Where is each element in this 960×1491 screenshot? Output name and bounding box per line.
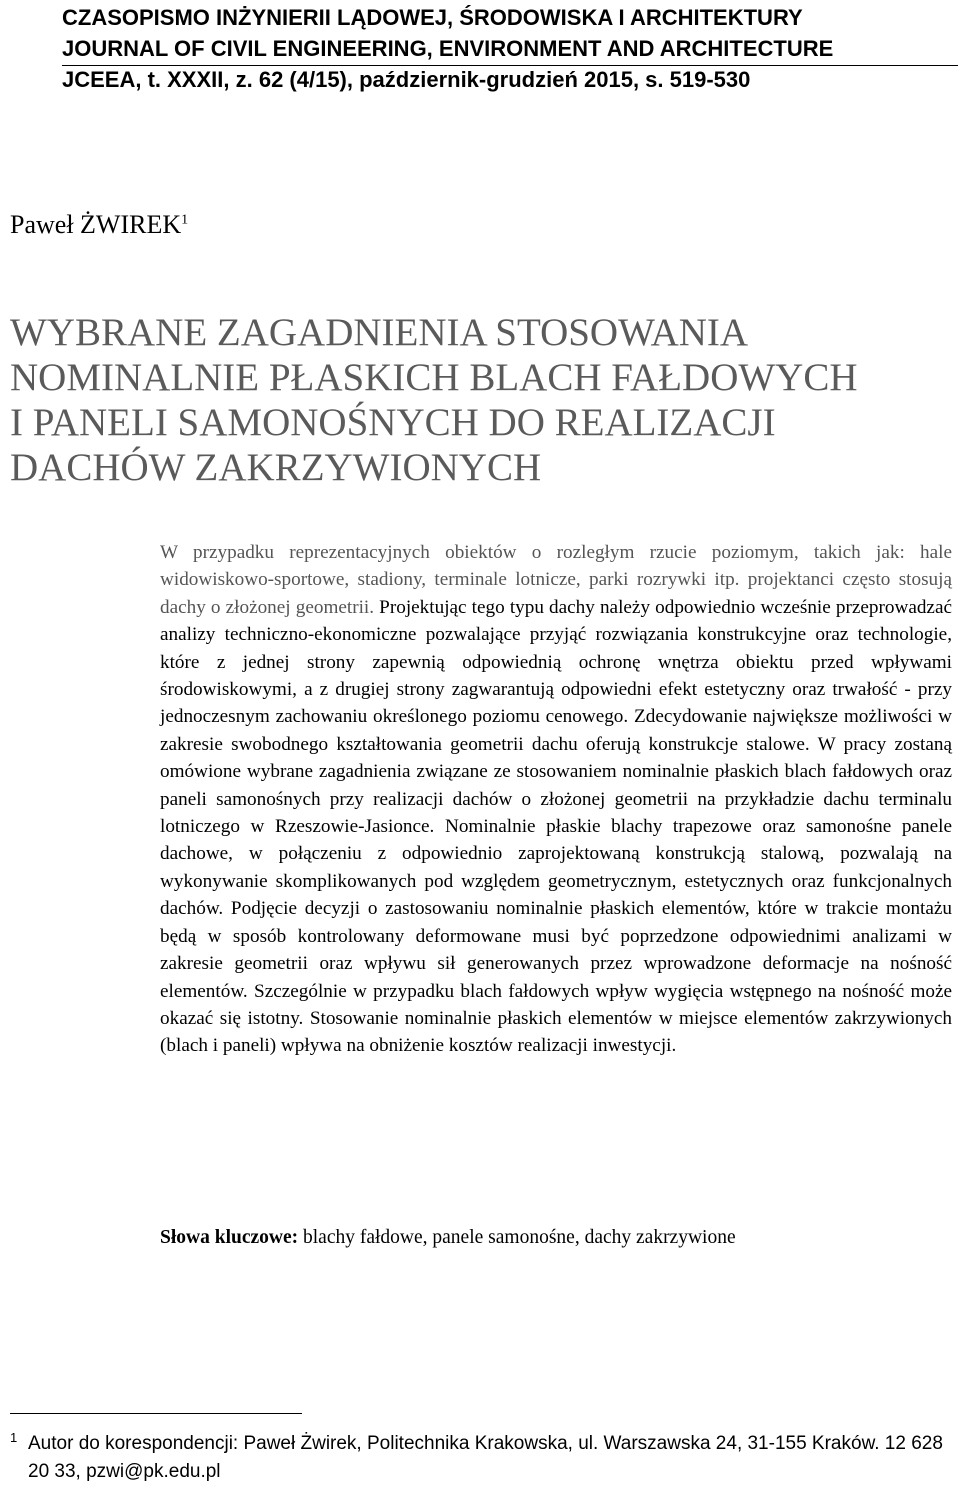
- journal-issue: JCEEA, t. XXXII, z. 62 (4/15), październik-grudzień 2015, s. 519-530: [62, 67, 751, 92]
- title-line: DACHÓW ZAKRZYWIONYCH: [10, 446, 542, 489]
- abstract-body: Projektując tego typu dachy należy odpowiednio wcześnie przeprowadzać analizy techniczno-ekonomiczne pozwalające przyjąć rozwiązania konstrukcyjne oraz technologie, które z jednej strony zapewnią odpowiednią ochronę wnętrza obiektu przed wpływami środowiskowymi, a z drugiej strony zagwarantują odpowiedni efekt estetyczny oraz trwałość - przy jednoczesnym zachowaniu określonego poziomu cenowego. Zdecydowanie największe możliwości w zakresie swobodnego kształtowania geometrii dachu oferują konstrukcje stalowe. W pracy zostaną omówione wybrane zagadnienia związane ze stosowaniem nominalnie płaskich blach fałdowych oraz paneli samonośnych przy realizacji dachów o złożonej geometrii na przykładzie dachu terminalu lotniczego w Rzeszowie-Jasionce. Nominalnie płaskie blachy trapezowe oraz samonośne panele dachowe, w połączeniu z odpowiednio zaprojektowaną konstrukcją stalową, pozwalają na wykonywanie skomplikowanych pod względem geometrycznym, estetycznych oraz funkcjonalnych dachów. Podjęcie decyzji o zastosowaniu nominalnie płaskich elementów, które w trakcie montażu będą w sposób kontrolowany deformowane musi być poprzedzone odpowiednimi analizami w zakresie geometrii oraz wpływu sił generowanych przez wprowadzone deformacje na nośność elementów. Szczególnie w przypadku blach fałdowych wpływ wygięcia wstępnego na nośność może okazać się istotny. Stosowanie nominalnie płaskich elementów w miejsce elementów zakrzywionych (blach i paneli) wpływa na obniżenie kosztów realizacji inwestycji.: [160, 596, 952, 1057]
- keywords-label: Słowa kluczowe:: [160, 1227, 299, 1248]
- keywords-text: blachy fałdowe, panele samonośne, dachy zakrzywione: [298, 1227, 736, 1248]
- header-rule: [62, 65, 958, 66]
- footnote: [10, 1430, 952, 1486]
- author-footnote-mark: 1: [181, 212, 189, 228]
- journal-name-pl: CZASOPISMO INŻYNIERII LĄDOWEJ, ŚRODOWISKA I ARCHITEKTURY: [62, 5, 803, 30]
- footnote-mark: 1: [10, 1430, 18, 1445]
- journal-name-en: JOURNAL OF CIVIL ENGINEERING, ENVIRONMENT AND ARCHITECTURE: [62, 36, 834, 61]
- paper-title: [10, 310, 950, 490]
- author: [10, 210, 188, 240]
- author-name: Paweł ŻWIREK: [10, 210, 182, 239]
- abstract-intro: W przypadku reprezentacyjnych obiektów o rozległym rzucie poziomym, takich jak: hale widowiskowo-sportowe, stadiony, terminale lotnicze, parki rozrywki itp. projektanci często stosują dachy o złożonej geometrii.: [160, 542, 952, 618]
- journal-header: [62, 2, 942, 95]
- title-line: WYBRANE ZAGADNIENIA STOSOWANIA: [10, 311, 749, 354]
- abstract: [160, 539, 952, 1060]
- keywords: [160, 1227, 952, 1249]
- footnote-text: Autor do korespondencji: Paweł Żwirek, Politechnika Krakowska, ul. Warszawska 24, 31-155 Kraków. 12 628 20 33, pzwi@pk.edu.pl: [28, 1433, 943, 1482]
- title-line: I PANELI SAMONOŚNYCH DO REALIZACJI: [10, 401, 776, 444]
- footnote-rule: [10, 1413, 302, 1414]
- title-line: NOMINALNIE PŁASKICH BLACH FAŁDOWYCH: [10, 356, 858, 399]
